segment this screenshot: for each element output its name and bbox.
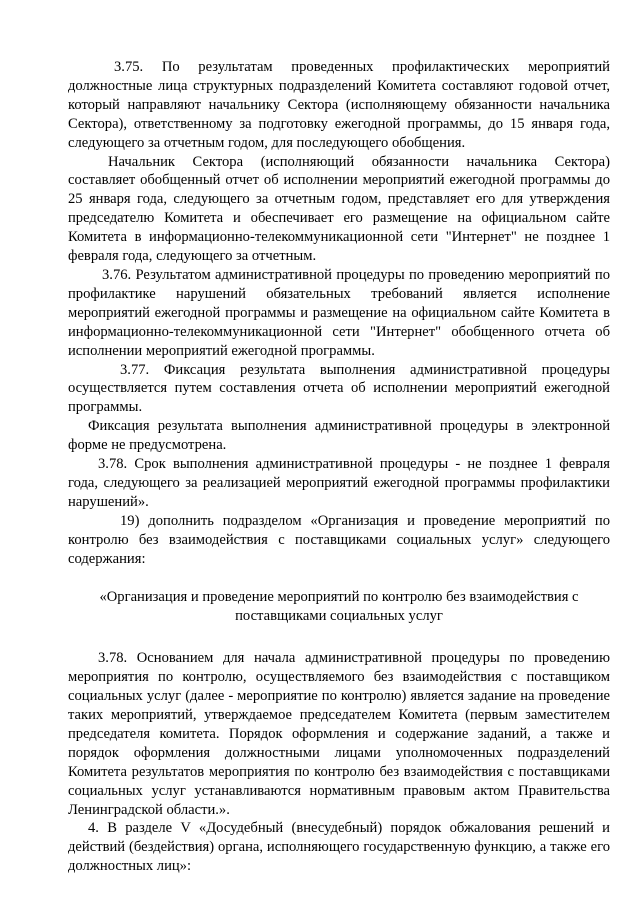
paragraph-3-75: 3.75. По результатам проведенных профилактических мероприятий должностные лица структурных подразделений Комитета составляют годовой отчет, который направляют начальнику Сектора (исполняющему обязанности начальника Сектора), ответственному за подготовку ежегодной программы, до 15 января года, следующего за отчетным годом, для последующего обобщения. <box>68 59 610 151</box>
document-body <box>68 58 610 876</box>
paragraph-sector-report: Начальник Сектора (исполняющий обязанности начальника Сектора) составляет обобщенный отчет об исполнении мероприятий ежегодной программы до 25 января года, следующего за отчетным годом, представляет его для утверждения председателю Комитета и обеспечивает его размещение на официальном сайте Комитета в информационно-телекоммуникационной сети "Интернет" не позднее 1 февраля года, следующего за отчетным. <box>68 153 610 265</box>
paragraph-3-78-deadline: 3.78. Срок выполнения административной процедуры - не позднее 1 февраля года, следующего за реализацией мероприятий ежегодной программы профилактики нарушений». <box>68 456 610 510</box>
paragraph-3-76: 3.76. Результатом административной процедуры по проведению мероприятий по профилактике нарушений обязательных требований является исполнение мероприятий ежегодной программы и размещение на официальном сайте Комитета в информационно-телекоммуникационной сети "Интернет" обобщенного отчета об исполнении мероприятий ежегодной программы. <box>68 266 610 359</box>
subsection-heading: «Организация и проведение мероприятий по контролю без взаимодействия с поставщиками социальных услуг <box>99 589 579 625</box>
paragraph-3-77: 3.77. Фиксация результата выполнения административной процедуры осуществляется путем составления отчета об исполнении мероприятий ежегодной программы. <box>68 361 610 416</box>
paragraph-fixation: Фиксация результата выполнения административной процедуры в электронной форме не предусмотрена. <box>68 418 610 454</box>
paragraph-19-amendment: 19) дополнить подразделом «Организация и проведение мероприятий по контролю без взаимодействия с поставщиками социальных услуг» следующего содержания: <box>68 512 610 567</box>
paragraph-section-v: 4. В разделе V «Досудебный (внесудебный) порядок обжалования решений и действий (бездействия) органа, исполняющего государственную функцию, а также его должностных лиц»: <box>68 820 610 875</box>
paragraph-3-78-basis: 3.78. Основанием для начала административной процедуры по проведению мероприятия по контролю, осуществляемого без взаимодействия с поставщиком социальных услуг (далее - мероприятие по контролю) является задание на проведение таких мероприятий, утверждаемое председателем Комитета (первым заместителем председателя комитета. Порядок оформления и содержание заданий, а также и порядок оформления должностными лицами уполномоченных подразделений Комитета результатов мероприятия по контролю без взаимодействия с поставщиками социальных услуг устанавливаются нормативным правовым актом Правительства Ленинградской области.». <box>68 650 610 818</box>
